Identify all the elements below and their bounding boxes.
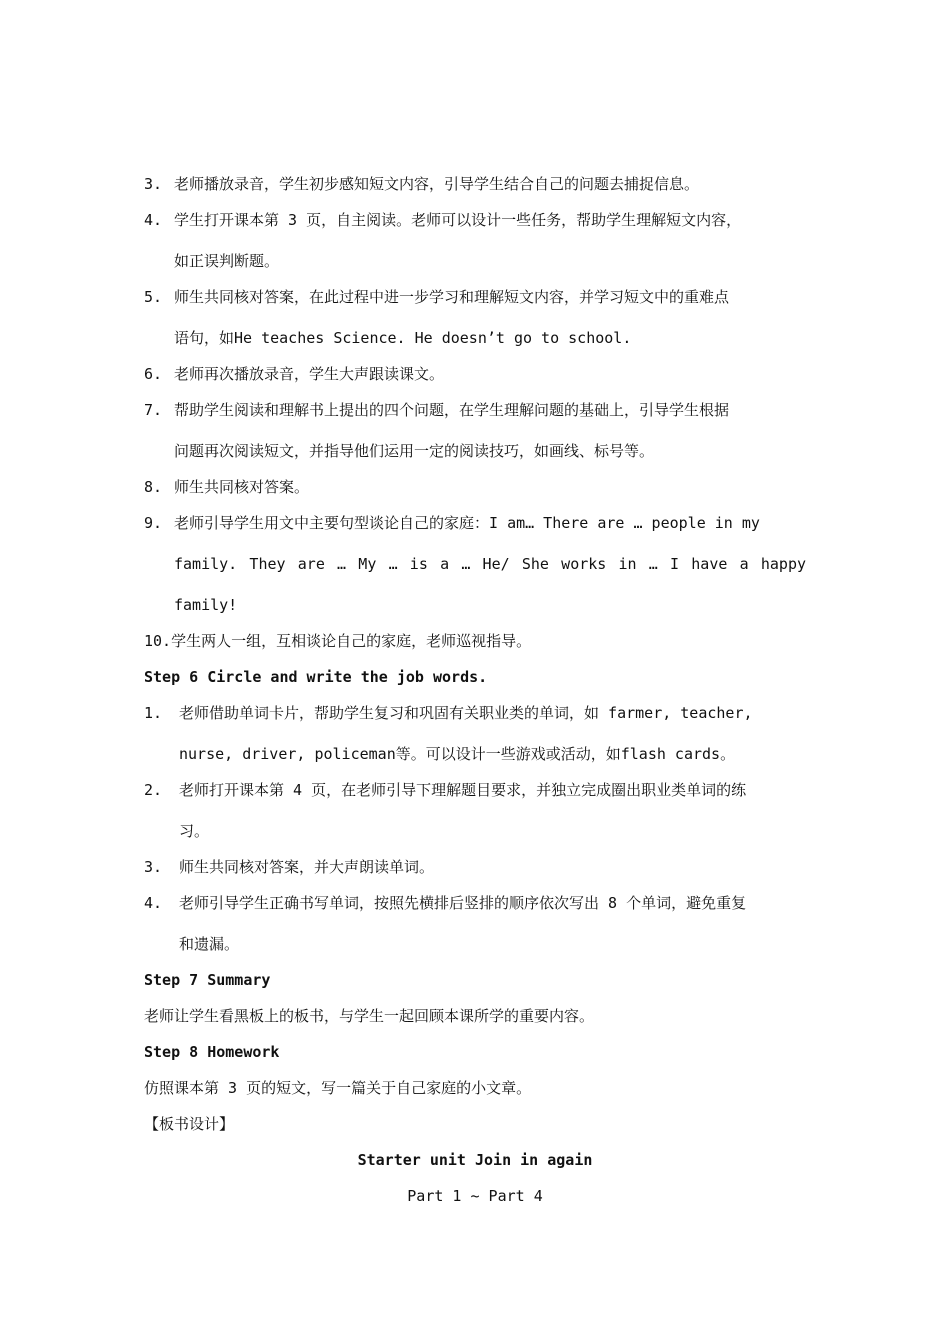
list-item-text: 习。 (179, 822, 210, 840)
board-subtitle: Part 1 ~ Part 4 (407, 1187, 543, 1205)
list-item-text: nurse, driver, policeman等。可以设计一些游戏或活动，如flash cards。 (179, 745, 736, 763)
section-heading: Step 7 Summary (144, 971, 271, 989)
list-item-text: 问题再次阅读短文，并指导他们运用一定的阅读技巧，如画线、标号等。 (174, 442, 655, 460)
paragraph: 老师让学生看黑板上的板书，与学生一起回顾本课所学的重要内容。 (144, 1007, 595, 1025)
list-item-text: 师生共同核对答案。 (174, 478, 310, 496)
list-item-text: 师生共同核对答案，并大声朗读单词。 (179, 858, 435, 876)
list-item-text: 学生打开课本第 3 页，自主阅读。老师可以设计一些任务，帮助学生理解短文内容， (174, 211, 742, 229)
list-number: 7. (144, 401, 163, 419)
list-number: 3. (144, 175, 163, 193)
list-number: 6. (144, 365, 163, 383)
list-item-text: 老师再次播放录音，学生大声跟读课文。 (174, 365, 445, 383)
list-number: 8. (144, 478, 163, 496)
list-item-text: 老师引导学生用文中主要句型谈论自己的家庭：I am… There are … people in my (174, 514, 760, 532)
list-number: 5. (144, 288, 163, 306)
list-item-text: 和遗漏。 (179, 935, 240, 953)
section-heading: Step 6 Circle and write the job words. (144, 668, 488, 686)
list-item-text: 如正误判断题。 (174, 252, 280, 270)
list-item-text: 老师打开课本第 4 页，在老师引导下理解题目要求，并独立完成圈出职业类单词的练 (179, 781, 747, 799)
list-number: 4. (144, 894, 163, 912)
list-item-text: 老师播放录音，学生初步感知短文内容，引导学生结合自己的问题去捕捉信息。 (174, 175, 700, 193)
list-item-text: family. They are … My … is a … He/ She works in … I have a happy (174, 555, 806, 573)
list-number: 9. (144, 514, 163, 532)
list-item-text: 老师引导学生正确书写单词，按照先横排后竖排的顺序依次写出 8 个单词，避免重复 (179, 894, 747, 912)
list-item-text: 师生共同核对答案，在此过程中进一步学习和理解短文内容，并学习短文中的重难点 (174, 288, 730, 306)
list-item-text: 帮助学生阅读和理解书上提出的四个问题，在学生理解问题的基础上，引导学生根据 (174, 401, 730, 419)
board-title: Starter unit Join in again (357, 1151, 593, 1169)
list-item-text: 语句，如He teaches Science. He doesn’t go to school. (174, 329, 632, 347)
list-number: 2. (144, 781, 163, 799)
list-number: 4. (144, 211, 163, 229)
board-design-label: 【板书设计】 (144, 1115, 235, 1133)
list-item-text: 10.学生两人一组，互相谈论自己的家庭，老师巡视指导。 (144, 632, 532, 650)
list-item-text: family! (174, 596, 238, 614)
section-heading: Step 8 Homework (144, 1043, 280, 1061)
list-number: 1. (144, 704, 163, 722)
list-number: 3. (144, 858, 163, 876)
paragraph: 仿照课本第 3 页的短文，写一篇关于自己家庭的小文章。 (144, 1079, 532, 1097)
list-item-text: 老师借助单词卡片，帮助学生复习和巩固有关职业类的单词，如 farmer, teacher, (179, 704, 753, 722)
